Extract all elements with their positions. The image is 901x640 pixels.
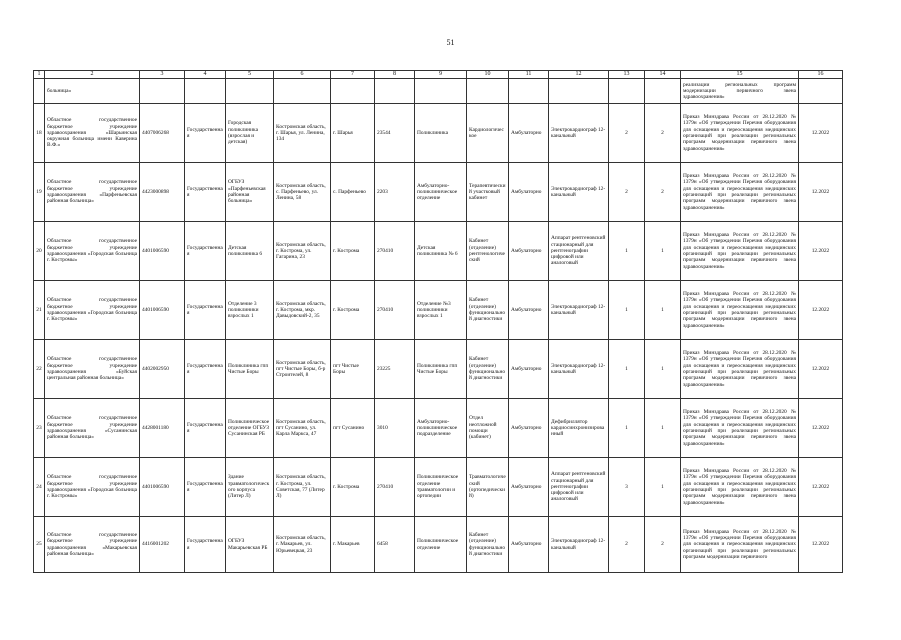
settlement-code: 270410 bbox=[375, 281, 415, 340]
organization-name: Областное государственное бюджетное учреждение здравоохранения «Буйская центральная районная больница» bbox=[45, 340, 140, 399]
settlement: г. Кострома bbox=[331, 222, 375, 281]
structural-unit: Амбулаторно-поликлиническое отделение bbox=[415, 163, 467, 222]
facility-address: Костромская область, с. Парфеньево, ул. Ленина, 58 bbox=[274, 163, 331, 222]
legal-basis: Приказ Минздрава России от 28.12.2020 № 1379н «Об утверждении Перечня оборудования для оснащения и переоснащения медицинских организаций при реализации региональных программ модернизации первичного звена здравоохранения» bbox=[681, 222, 799, 281]
equipment-name: Аппарат рентгеновский стационарный для рентгенографии цифровой или аналоговый bbox=[549, 458, 609, 517]
equipment-name: Электрокардиограф 12-канальный bbox=[549, 163, 609, 222]
facility-name: Поликлиника гпп Чистые Боры bbox=[226, 340, 274, 399]
column-number: 6 bbox=[274, 71, 331, 79]
cell-empty bbox=[467, 79, 509, 104]
ownership-form: Государственная bbox=[185, 458, 226, 517]
inn-code: 4401006590 bbox=[140, 458, 185, 517]
legal-basis: Приказ Минздрава России от 28.12.2020 № 1379н «Об утверждении Перечня оборудования для оснащения и переоснащения медицинских организаций при реализации региональных программ модернизации первичного звена здравоохранения» bbox=[681, 281, 799, 340]
facility-address: Костромская область, г. Кострома, мкр. Давыдовский-2, 35 bbox=[274, 281, 331, 340]
table-row bbox=[34, 517, 843, 573]
quantity-a: 2 bbox=[609, 104, 645, 163]
inn-code: 4416001202 bbox=[140, 517, 185, 573]
table-row bbox=[34, 104, 843, 163]
quantity-b: 1 bbox=[645, 281, 681, 340]
inn-code: 4407006268 bbox=[140, 104, 185, 163]
care-type: Амбулаторно bbox=[509, 517, 549, 573]
table-row bbox=[34, 399, 843, 458]
column-number: 2 bbox=[45, 71, 140, 79]
ownership-form: Государственная bbox=[185, 399, 226, 458]
quantity-a: 2 bbox=[609, 163, 645, 222]
facility-name: Поликлиническое отделение ОГБУЗ Сусанинская РБ bbox=[226, 399, 274, 458]
cell-empty bbox=[509, 79, 549, 104]
table-row bbox=[34, 281, 843, 340]
facility-address: Костромская область, пгт Сусанино, ул. Карла Маркса, 47 bbox=[274, 399, 331, 458]
quantity-a: 1 bbox=[609, 222, 645, 281]
settlement-code: 2203 bbox=[375, 163, 415, 222]
cell-empty bbox=[549, 79, 609, 104]
column-number: 11 bbox=[509, 71, 549, 79]
legal-basis: реализации региональных программ модернизации первичного звена здравоохранения» bbox=[681, 79, 799, 104]
facility-name: Отделение 3 поликлиники взрослых 1 bbox=[226, 281, 274, 340]
facility-address: Костромская область, г. Шарья, ул. Ленина, 134 bbox=[274, 104, 331, 163]
facility-name: Городская поликлиника (взрослая и детская) bbox=[226, 104, 274, 163]
organization-name: Областное государственное бюджетное учреждение здравоохранения «Городская больница г. Костромы» bbox=[45, 281, 140, 340]
facility-name: ОГБУЗ «Парфеньевская районная больница» bbox=[226, 163, 274, 222]
legal-basis: Приказ Минздрава России от 28.12.2020 № 1379н «Об утверждении Перечня оборудования для оснащения и переоснащения медицинских организаций при реализации региональных программ модернизации первичного звена здравоохранения» bbox=[681, 458, 799, 517]
cell-empty bbox=[185, 79, 226, 104]
equipment-name: Электрокардиограф 12-канальный bbox=[549, 340, 609, 399]
cell-empty bbox=[645, 79, 681, 104]
equipment-table bbox=[33, 70, 843, 573]
facility-name: Здание травматологического корпуса (Литер Л) bbox=[226, 458, 274, 517]
legal-basis: Приказ Минздрава России от 28.12.2020 № 1379н «Об утверждении Перечня оборудования для оснащения и переоснащения медицинских организаций при реализации региональных программ модернизации первичного звена здравоохранения» bbox=[681, 104, 799, 163]
delivery-date: 12.2022 bbox=[799, 222, 843, 281]
settlement-code: 270410 bbox=[375, 222, 415, 281]
equipment-name: Электрокардиограф 12-канальный bbox=[549, 517, 609, 573]
quantity-b: 1 bbox=[645, 458, 681, 517]
table-row bbox=[34, 222, 843, 281]
column-number-row bbox=[34, 71, 843, 79]
row-number: 25 bbox=[34, 517, 45, 573]
facility-name: ОГБУЗ Макарьевская РБ bbox=[226, 517, 274, 573]
settlement-code: 3010 bbox=[375, 399, 415, 458]
column-number: 9 bbox=[415, 71, 467, 79]
settlement: г. Макарьев bbox=[331, 517, 375, 573]
facility-address: Костромская область, г. Кострома, ул. Гагарина, 23 bbox=[274, 222, 331, 281]
department: Кабинет (отделение) функциональной диагностики bbox=[467, 517, 509, 573]
structural-unit: Амбулаторно-поликлиническое подразделение bbox=[415, 399, 467, 458]
department: Кабинет (отделение) функциональной диагностики bbox=[467, 281, 509, 340]
organization-name: Областное государственное бюджетное учреждение здравоохранения «Городская больница г. Костромы» bbox=[45, 458, 140, 517]
column-number: 7 bbox=[331, 71, 375, 79]
department: Кардиологическое bbox=[467, 104, 509, 163]
structural-unit: Отделение №3 поликлиники взрослых 1 bbox=[415, 281, 467, 340]
column-number: 14 bbox=[645, 71, 681, 79]
care-type: Амбулаторно bbox=[509, 163, 549, 222]
quantity-b: 2 bbox=[645, 517, 681, 573]
settlement-code: 270410 bbox=[375, 458, 415, 517]
cell-empty bbox=[331, 79, 375, 104]
ownership-form: Государственная bbox=[185, 222, 226, 281]
quantity-a: 1 bbox=[609, 281, 645, 340]
table-row bbox=[34, 458, 843, 517]
row-number: 18 bbox=[34, 104, 45, 163]
column-number: 4 bbox=[185, 71, 226, 79]
column-number: 10 bbox=[467, 71, 509, 79]
quantity-b: 1 bbox=[645, 340, 681, 399]
settlement-code: 6458 bbox=[375, 517, 415, 573]
legal-basis: Приказ Минздрава России от 28.12.2020 № 1379н «Об утверждении Перечня оборудования для оснащения и переоснащения медицинских организаций при реализации региональных программ модернизации первичного bbox=[681, 517, 799, 573]
table-row bbox=[34, 340, 843, 399]
settlement-code: 23544 bbox=[375, 104, 415, 163]
structural-unit: Поликлиническое отделение bbox=[415, 517, 467, 573]
quantity-a: 1 bbox=[609, 340, 645, 399]
organization-name: Областное государственное бюджетное учреждение здравоохранения «Сусанинская районная больница» bbox=[45, 399, 140, 458]
quantity-a: 2 bbox=[609, 517, 645, 573]
delivery-date: 12.2022 bbox=[799, 517, 843, 573]
row-number: 22 bbox=[34, 340, 45, 399]
row-number: 21 bbox=[34, 281, 45, 340]
care-type: Амбулаторно bbox=[509, 104, 549, 163]
cell-empty bbox=[274, 79, 331, 104]
legal-basis: Приказ Минздрава России от 28.12.2020 № 1379н «Об утверждении Перечня оборудования для оснащения и переоснащения медицинских организаций при реализации региональных программ модернизации первичного звена здравоохранения» bbox=[681, 340, 799, 399]
equipment-name: Дефибриллятор кардиосинхронизированный bbox=[549, 399, 609, 458]
page-number: 51 bbox=[446, 38, 455, 47]
department: Кабинет (отделение) рентгенологический bbox=[467, 222, 509, 281]
ownership-form: Государственная bbox=[185, 340, 226, 399]
cell-empty bbox=[799, 79, 843, 104]
department: Кабинет (отделение) функциональной диагностики bbox=[467, 340, 509, 399]
legal-basis: Приказ Минздрава России от 28.12.2020 № 1379н «Об утверждении Перечня оборудования для оснащения и переоснащения медицинских организаций при реализации региональных программ модернизации первичного звена здравоохранения» bbox=[681, 163, 799, 222]
facility-name: Детская поликлиника 6 bbox=[226, 222, 274, 281]
care-type: Амбулаторно bbox=[509, 340, 549, 399]
column-number: 8 bbox=[375, 71, 415, 79]
cell-empty bbox=[34, 79, 45, 104]
column-number: 12 bbox=[549, 71, 609, 79]
equipment-name: Электрокардиограф 12-канальный bbox=[549, 281, 609, 340]
settlement: г. Кострома bbox=[331, 281, 375, 340]
quantity-b: 1 bbox=[645, 222, 681, 281]
equipment-name: Электрокардиограф 12-канальный bbox=[549, 104, 609, 163]
facility-address: Костромская область, г. Макарьев, ул. Юрьевецкая, 23 bbox=[274, 517, 331, 573]
column-number: 13 bbox=[609, 71, 645, 79]
organization-name: больница» bbox=[45, 79, 140, 104]
care-type: Амбулаторно bbox=[509, 222, 549, 281]
cell-empty bbox=[415, 79, 467, 104]
row-number: 24 bbox=[34, 458, 45, 517]
row-number: 19 bbox=[34, 163, 45, 222]
organization-name: Областное государственное бюджетное учреждение здравоохранения «Шарьинская окружная больница имени Каверина В.Ф.» bbox=[45, 104, 140, 163]
ownership-form: Государственная bbox=[185, 104, 226, 163]
cell-empty bbox=[140, 79, 185, 104]
structural-unit: Поликлиника bbox=[415, 104, 467, 163]
structural-unit: Поликлиника гпп Чистые Боры bbox=[415, 340, 467, 399]
legal-basis: Приказ Минздрава России от 28.12.2020 № 1379н «Об утверждении Перечня оборудования для оснащения и переоснащения медицинских организаций при реализации региональных программ модернизации первичного звена здравоохранения» bbox=[681, 399, 799, 458]
care-type: Амбулаторно bbox=[509, 458, 549, 517]
delivery-date: 12.2022 bbox=[799, 163, 843, 222]
inn-code: 4402002950 bbox=[140, 340, 185, 399]
column-number: 5 bbox=[226, 71, 274, 79]
cell-empty bbox=[609, 79, 645, 104]
facility-address: Костромская область, пгт Чистые Боры, б-р Строителей, 8 bbox=[274, 340, 331, 399]
continuation-row bbox=[34, 79, 843, 104]
facility-address: Костромская область, г. Кострома, ул. Советская, 77 (Литер Л) bbox=[274, 458, 331, 517]
delivery-date: 12.2022 bbox=[799, 399, 843, 458]
cell-empty bbox=[375, 79, 415, 104]
settlement: г. Кострома bbox=[331, 458, 375, 517]
structural-unit: Детская поликлиника № 6 bbox=[415, 222, 467, 281]
delivery-date: 12.2022 bbox=[799, 340, 843, 399]
ownership-form: Государственная bbox=[185, 517, 226, 573]
care-type: Амбулаторно bbox=[509, 399, 549, 458]
inn-code: 4401006590 bbox=[140, 281, 185, 340]
inn-code: 4423000898 bbox=[140, 163, 185, 222]
organization-name: Областное государственное бюджетное учреждение здравоохранения «Макарьевская районная больница» bbox=[45, 517, 140, 573]
quantity-b: 1 bbox=[645, 399, 681, 458]
row-number: 23 bbox=[34, 399, 45, 458]
delivery-date: 12.2022 bbox=[799, 281, 843, 340]
ownership-form: Государственная bbox=[185, 163, 226, 222]
delivery-date: 12.2022 bbox=[799, 104, 843, 163]
column-number: 1 bbox=[34, 71, 45, 79]
equipment-name: Аппарат рентгеновский стационарный для рентгенографии цифровой или аналоговый bbox=[549, 222, 609, 281]
settlement: с. Парфеньево bbox=[331, 163, 375, 222]
column-number: 16 bbox=[799, 71, 843, 79]
structural-unit: Поликлиническое отделение травматологии и ортопедии bbox=[415, 458, 467, 517]
cell-empty bbox=[226, 79, 274, 104]
department: Терапевтический участковый кабинет bbox=[467, 163, 509, 222]
organization-name: Областное государственное бюджетное учреждение здравоохранения «Городская больница г. Костромы» bbox=[45, 222, 140, 281]
settlement: пгт Сусанино bbox=[331, 399, 375, 458]
quantity-a: 3 bbox=[609, 458, 645, 517]
inn-code: 4401006590 bbox=[140, 222, 185, 281]
inn-code: 4428001180 bbox=[140, 399, 185, 458]
ownership-form: Государственная bbox=[185, 281, 226, 340]
quantity-a: 1 bbox=[609, 399, 645, 458]
delivery-date: 12.2022 bbox=[799, 458, 843, 517]
quantity-b: 2 bbox=[645, 104, 681, 163]
row-number: 20 bbox=[34, 222, 45, 281]
table-row bbox=[34, 163, 843, 222]
department: Травматологический (ортопедический) bbox=[467, 458, 509, 517]
column-number: 3 bbox=[140, 71, 185, 79]
settlement-code: 23225 bbox=[375, 340, 415, 399]
quantity-b: 2 bbox=[645, 163, 681, 222]
organization-name: Областное государственное бюджетное учреждение здравоохранения «Парфеньевская районная больница» bbox=[45, 163, 140, 222]
settlement: пгт Чистые Боры bbox=[331, 340, 375, 399]
settlement: г. Шарья bbox=[331, 104, 375, 163]
department: Отдел неотложной помощи (кабинет) bbox=[467, 399, 509, 458]
column-number: 15 bbox=[681, 71, 799, 79]
care-type: Амбулаторно bbox=[509, 281, 549, 340]
